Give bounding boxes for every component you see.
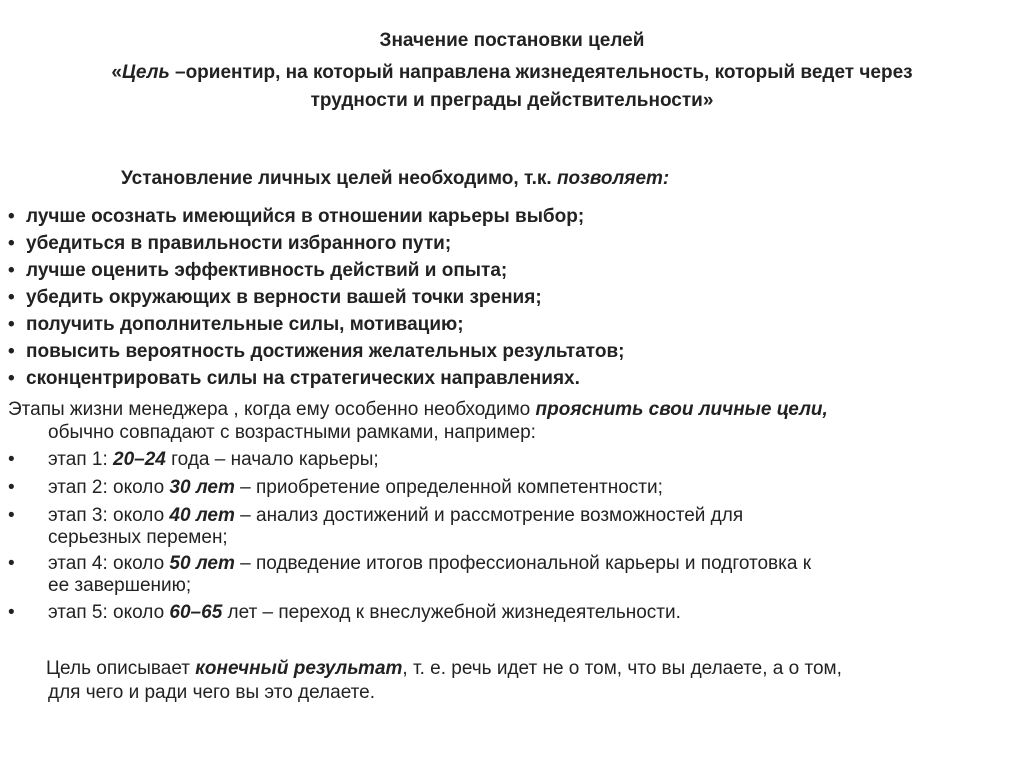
- stage-age: 30 лет: [169, 477, 235, 498]
- benefits-intro: [121, 168, 669, 190]
- stage-item: [8, 553, 811, 575]
- stages-intro: [8, 399, 828, 421]
- definition-term: Цель: [121, 62, 170, 83]
- definition-text: –ориентир, на который направлена жизнедеятельность, который ведет через: [169, 62, 913, 83]
- stage-item: [8, 449, 379, 471]
- definition-line-1: [0, 62, 1024, 84]
- stage-age: 50 лет: [169, 553, 235, 574]
- stage-label: этап 2: около: [48, 477, 170, 498]
- bullet-icon: •: [8, 602, 15, 623]
- stage-description: лет – переход к внеслужебной жизнедеятельности.: [222, 602, 681, 623]
- benefit-item: [8, 341, 624, 363]
- stage-continuation: серьезных перемен;: [48, 527, 228, 548]
- stages-intro-line-2: обычно совпадают с возрастными рамками, например:: [48, 422, 536, 443]
- conclusion-text: , т. е. речь идет не о том, что вы делаете, а о том,: [402, 658, 842, 679]
- stage-description: – приобретение определенной компетентности;: [234, 477, 663, 498]
- slide-title: Значение постановки целей: [379, 30, 645, 51]
- conclusion-emph: конечный результат: [195, 658, 403, 679]
- conclusion-lead: Цель описывает: [46, 658, 196, 679]
- benefit-text: сконцентрировать силы на стратегических направлениях.: [26, 368, 580, 389]
- conclusion-line-1: [46, 658, 842, 680]
- stage-label: этап 4: около: [48, 553, 170, 574]
- benefit-item: [8, 260, 507, 282]
- benefit-text: лучше осознать имеющийся в отношении карьеры выбор;: [26, 206, 585, 227]
- bullet-icon: •: [8, 553, 15, 574]
- benefit-item: [8, 287, 542, 309]
- stage-item: [8, 477, 663, 499]
- stage-age: 20–24: [113, 449, 166, 470]
- bullet-icon: •: [8, 505, 15, 526]
- stages-intro-lead: Этапы жизни менеджера , когда ему особенно необходимо: [8, 399, 536, 420]
- benefit-text: лучше оценить эффективность действий и опыта;: [26, 260, 508, 281]
- stage-label: этап 3: около: [48, 505, 170, 526]
- benefits-intro-emph: позволяет:: [556, 168, 670, 189]
- bullet-icon: •: [8, 233, 15, 254]
- benefit-text: убедиться в правильности избранного пути;: [26, 233, 452, 254]
- benefit-text: получить дополнительные силы, мотивацию;: [26, 314, 464, 335]
- stage-continuation: ее завершению;: [48, 575, 192, 596]
- bullet-icon: •: [8, 260, 15, 281]
- bullet-icon: •: [8, 341, 15, 362]
- benefits-intro-lead: Установление личных целей необходимо, т.к.: [121, 168, 557, 189]
- stage-description: – анализ достижений и рассмотрение возможностей для: [234, 505, 744, 526]
- stage-label: этап 5: около: [48, 602, 170, 623]
- bullet-icon: •: [8, 449, 15, 470]
- stage-age: 60–65: [169, 602, 223, 623]
- benefit-item: [8, 368, 580, 390]
- benefit-text: убедить окружающих в верности вашей точки зрения;: [26, 287, 542, 308]
- conclusion-line-2: для чего и ради чего вы это делаете.: [48, 682, 375, 703]
- definition-line-2: трудности и преграды действительности»: [310, 90, 714, 111]
- stage-description: года – начало карьеры;: [165, 449, 379, 470]
- bullet-icon: •: [8, 287, 15, 308]
- bullet-icon: •: [8, 314, 15, 335]
- stage-item: [8, 505, 743, 527]
- bullet-icon: •: [8, 206, 15, 227]
- bullet-icon: •: [8, 368, 15, 389]
- bullet-icon: •: [8, 477, 15, 498]
- stage-age: 40 лет: [169, 505, 235, 526]
- stage-label: этап 1:: [48, 449, 114, 470]
- benefit-item: [8, 233, 451, 255]
- stage-item: [8, 602, 681, 624]
- benefit-text: повысить вероятность достижения желательных результатов;: [26, 341, 625, 362]
- benefit-item: [8, 206, 584, 228]
- stage-description: – подведение итогов профессиональной карьеры и подготовка к: [234, 553, 812, 574]
- definition-open-quote: «: [111, 62, 122, 83]
- benefit-item: [8, 314, 464, 336]
- stages-intro-emph: прояснить свои личные цели,: [535, 399, 828, 420]
